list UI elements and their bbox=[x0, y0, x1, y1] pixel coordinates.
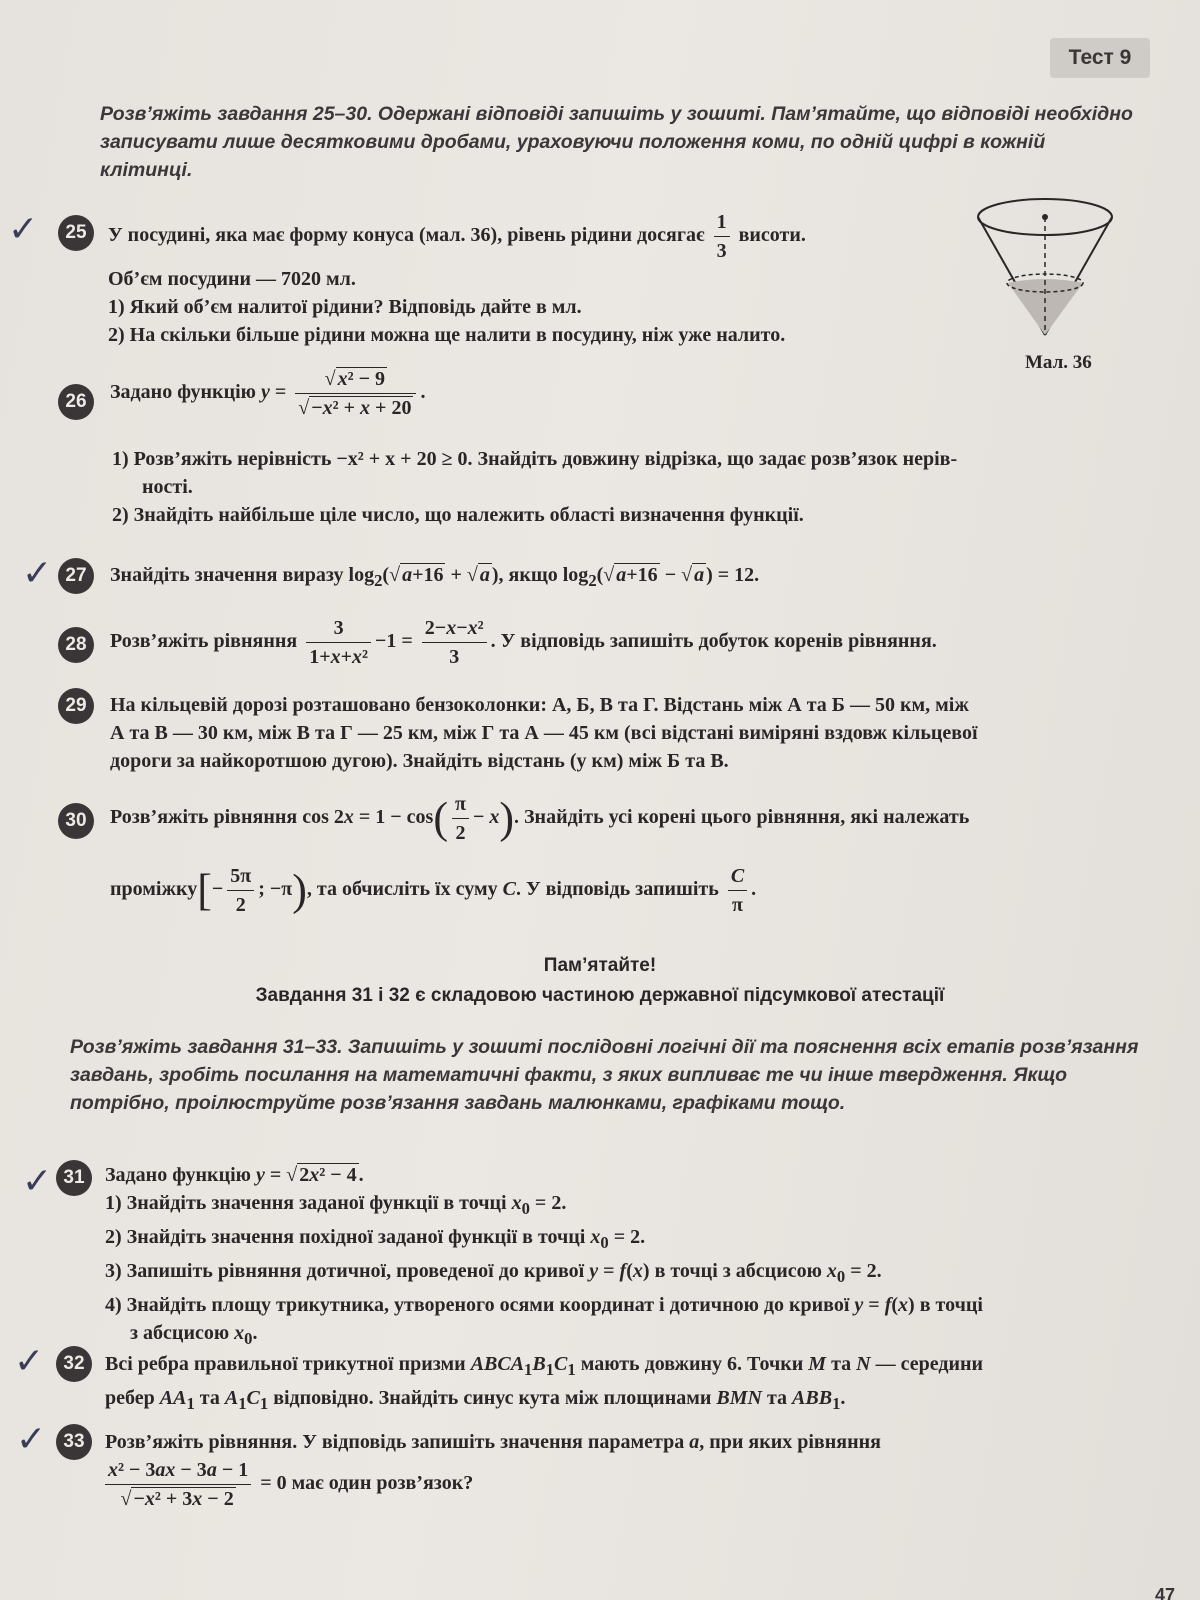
task-30: Розв’яжіть рівняння cos 2x = 1 − cos( $\frac{\pi}{2}$ − x). Знайдіть усі корені цього рівняння, які належать bbox=[110, 790, 1160, 847]
task-25 bbox=[108, 208, 958, 349]
task-28: Розв’яжіть рівняння $\frac{3}{\text{1+x+x²}}$ −1 = $\frac{\text{2−x−x²}}{3}$ . У відповідь запишіть добуток коренів рівняння. bbox=[110, 614, 1150, 671]
task-29: На кільцевій дорозі розташовано бензоколонки: А, Б, В та Г. Відстань між А та Б — 50 км, між А та В — 30 км, між В та Г — 25 км, між Г та А — 45 км (всі відстані виміряні вздовж кільцевої дороги за найкоротшою дугою). Знайдіть відстань (у км) між Б та В. bbox=[110, 694, 978, 772]
test-label: Тест 9 bbox=[1050, 38, 1150, 78]
task-33: Розв’яжіть рівняння. У відповідь запишіть значення параметра a, при яких рівняння $\frac{\text{x² − 3ax − 3a − 1}}{\text{√ −x² + 3x − 2}}$ = 0 має один розв’язок? bbox=[105, 1431, 881, 1510]
task-text: Об’єм посудини — 7020 мл. bbox=[108, 268, 356, 290]
task-number: 30 bbox=[58, 803, 94, 839]
task-26: Задано функцію y = $\frac{\text{√ x² − 9}}{\text{√ −x² + x + 20}}$ . bbox=[110, 365, 1150, 422]
task-number: 28 bbox=[58, 627, 94, 663]
function-fraction: $\frac{\text{√ x² − 9}}{\text{√ −x² + x + 20}}$ bbox=[295, 365, 416, 422]
task-number: 33 bbox=[56, 1424, 92, 1460]
question-1: 1) Який об’єм налитої рідини? Відповідь дайте в мл. bbox=[108, 296, 582, 318]
handwritten-checkmark: ✓ bbox=[8, 208, 39, 249]
instructions-25-30: Розв’яжіть завдання 25–30. Одержані відповіді запишіть у зошиті. Пам’ятайте, що відповіді необхідно записувати лише десятковими дробами, ураховуючи положення коми, по одній цифрі в кожній клітинці. bbox=[100, 103, 1133, 181]
task-30-line2: проміжку[− $\frac{5\pi}{2}$ ; −π), та обчисліть їх суму С. У відповідь запишіть $\frac{C}{\pi}$ . bbox=[110, 862, 1160, 919]
question-1-cont: ності. bbox=[142, 476, 193, 498]
task-27: Знайдіть значення виразу $\log_2(√$ a+16 + √ a ), якщо $\log_2(√$ a+16 − √ a ) = 12. bbox=[110, 564, 760, 590]
instructions-31-33: Розв’яжіть завдання 31–33. Запишіть у зошиті послідовні логічні дії та пояснення всіх етапів розв’язання завдань, зробіть посилання на математичні факти, з яких випливає те чи інше твердження. Якщо потрібно, проілюструйте розв’язання завдань малюнками, графіками тощо. bbox=[70, 1036, 1139, 1114]
question-2: 2) Знайдіть найбільше ціле число, що належить області визначення функції. bbox=[112, 504, 804, 526]
remember-title: Пам’ятайте! bbox=[543, 955, 657, 976]
fraction: $\frac{1}{3}$ bbox=[714, 208, 730, 265]
task-text: висоти. bbox=[738, 224, 806, 247]
task-number: 25 bbox=[58, 215, 94, 251]
question-1: 1) Розв’яжіть нерівність −x² + x + 20 ≥ 0. Знайдіть довжину відрізка, що задає розв’язок нерів- bbox=[112, 448, 958, 470]
handwritten-checkmark: ✓ bbox=[14, 1340, 45, 1381]
task-text: У посудині, яка має форму конуса (мал. 36), рівень рідини досягає bbox=[108, 224, 705, 247]
task-number: 31 bbox=[56, 1160, 92, 1196]
task-32: Всі ребра правильної трикутної призми $ABCA_1B_1C_1$ мають довжину 6. Точки M та N — середини ребер $AA_1$ та $A_1C_1$ відповідно. Знайдіть синус кута між площинами BMN та $ABB_1$. bbox=[105, 1353, 984, 1413]
cone-figure bbox=[975, 195, 1145, 345]
task-number: 32 bbox=[56, 1346, 92, 1382]
task-number: 26 bbox=[58, 384, 94, 420]
task-number: 29 bbox=[58, 688, 94, 724]
figure-caption: Мал. 36 bbox=[1025, 352, 1092, 373]
handwritten-checkmark: ✓ bbox=[16, 1418, 47, 1459]
handwritten-checkmark: ✓ bbox=[22, 552, 53, 593]
question-2: 2) На скільки більше рідини можна ще налити в посудину, ніж уже налито. bbox=[108, 324, 786, 346]
task-31: Задано функцію y = √ 2x² − 4 . 1) Знайдіть значення заданої функції в точці $x_0 = 2$. 2) Знайдіть значення похідної заданої функції в точці $x_0 = 2$. 3) Запишіть рівняння дотичної, проведеної до кривої y = f(x) в точці з абсцисою $x_0 = 2$. 4) Знайдіть площу трикутника, утвореного осями координат і дотичною до кривої y = f(x) в точці з абсцисою $x_0$. bbox=[105, 1164, 983, 1348]
task-number: 27 bbox=[58, 558, 94, 594]
page-number: 47 bbox=[1155, 1585, 1176, 1600]
handwritten-checkmark: ✓ bbox=[22, 1160, 53, 1201]
task-26-questions bbox=[112, 445, 1152, 529]
remember-subtitle: Завдання 31 і 32 є складовою частиною державної підсумкової атестації bbox=[255, 985, 945, 1006]
